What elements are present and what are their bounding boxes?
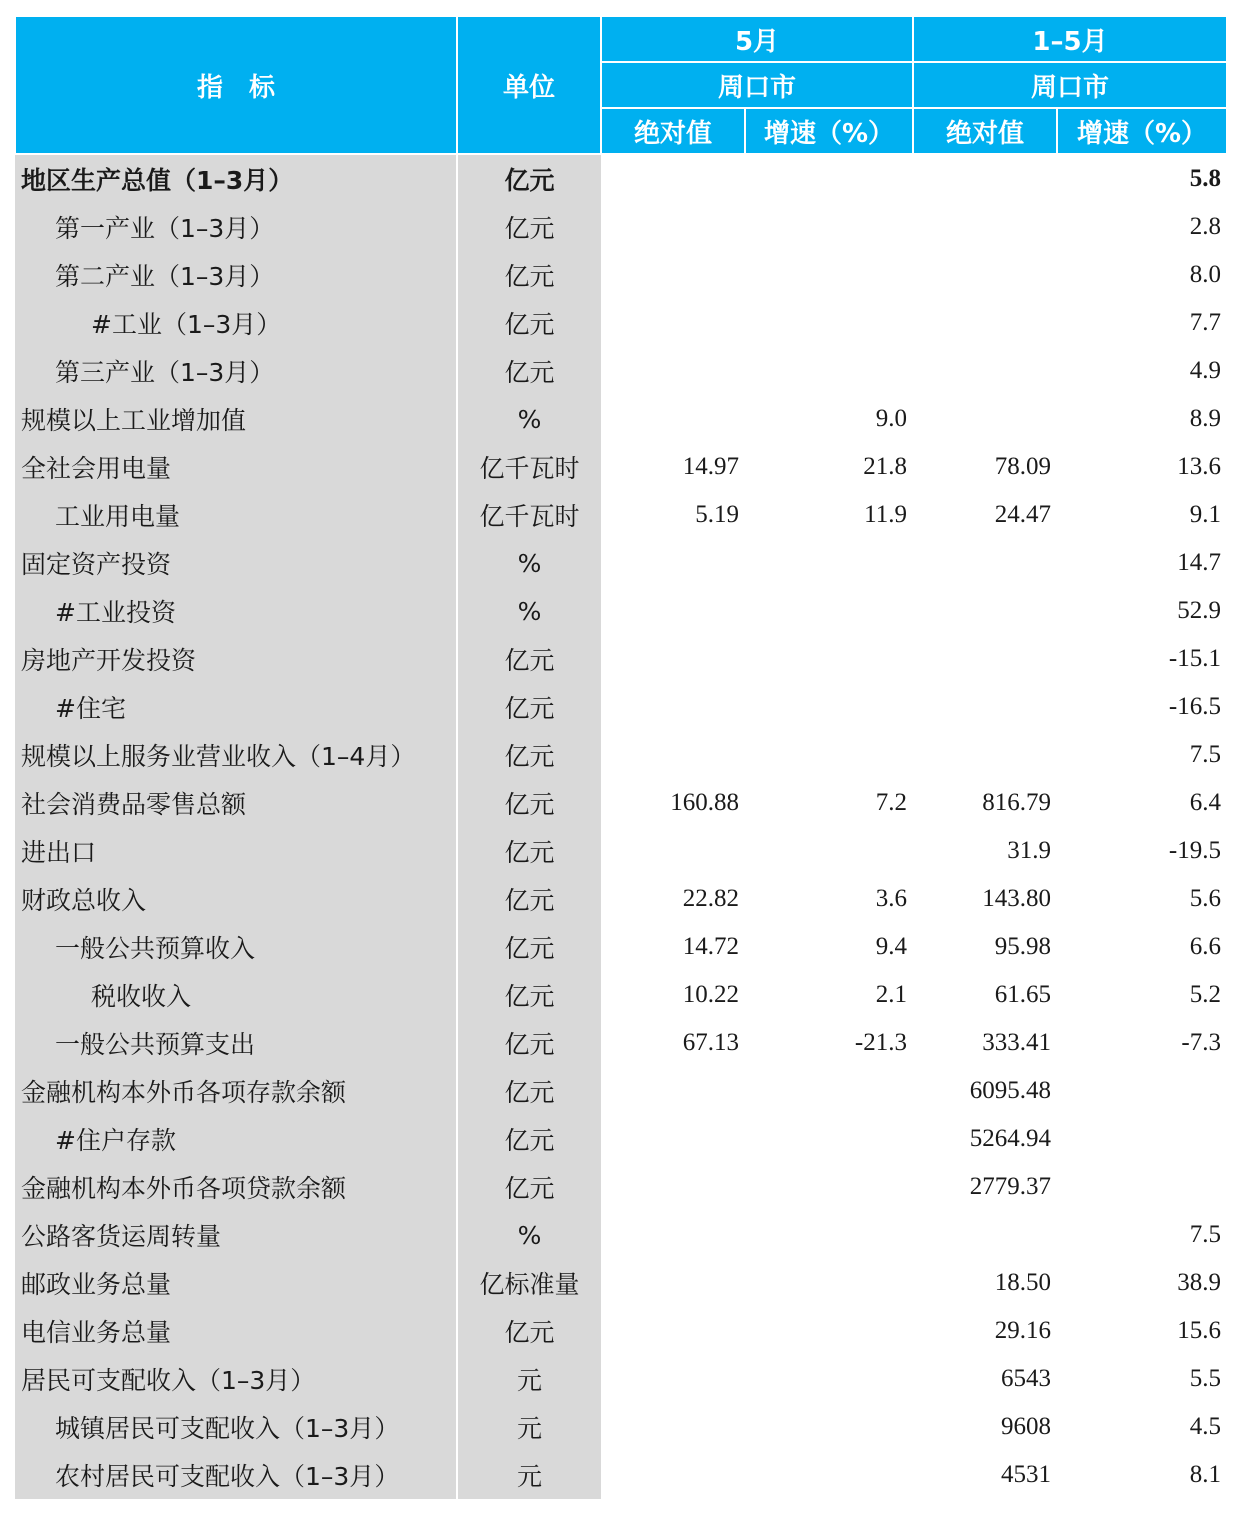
row-name: 第三产业（1–3月） (15, 347, 457, 395)
row-abs-jan-may (913, 251, 1057, 299)
row-name: 公路客货运周转量 (15, 1211, 457, 1259)
row-unit: 亿元 (457, 299, 601, 347)
table-row (15, 731, 1227, 779)
header-growth-may: 增速（%） (745, 108, 913, 154)
table-row (15, 539, 1227, 587)
row-abs-may: 10.22 (682, 981, 739, 1008)
row-growth-jan-may: 5.5 (1189, 1365, 1221, 1392)
row-growth-jan-may: 7.7 (1189, 309, 1221, 336)
table-row (15, 1163, 1227, 1211)
row-name: 居民可支配收入（1–3月） (15, 1355, 457, 1403)
row-abs-may (601, 1307, 745, 1355)
row-growth-jan-may: 38.9 (1177, 1269, 1221, 1296)
row-growth-jan-may (1057, 1115, 1227, 1163)
row-unit: 亿元 (457, 154, 601, 203)
row-growth-may: -21.3 (854, 1029, 907, 1056)
row-growth-may (745, 1115, 913, 1163)
header-unit: 单位 (457, 16, 601, 154)
row-growth-may (745, 347, 913, 395)
row-unit: 元 (457, 1403, 601, 1451)
row-name: 城镇居民可支配收入（1–3月） (15, 1403, 457, 1451)
row-abs-may (601, 347, 745, 395)
row-unit: 亿元 (457, 203, 601, 251)
table-row (15, 491, 1227, 539)
row-growth-may (745, 1451, 913, 1499)
table-row (15, 1259, 1227, 1307)
row-growth-jan-may: 9.1 (1189, 501, 1221, 528)
row-unit: 亿元 (457, 875, 601, 923)
row-growth-jan-may (1057, 1067, 1227, 1115)
table-row (15, 251, 1227, 299)
row-growth-jan-may: 4.5 (1189, 1413, 1221, 1440)
row-growth-may: 3.6 (875, 885, 907, 912)
row-growth-may (745, 587, 913, 635)
row-name: 税收收入 (15, 971, 457, 1019)
header-period-jan-may: 1–5月 (913, 16, 1227, 62)
row-growth-jan-may: 6.4 (1189, 789, 1221, 816)
table-row (15, 779, 1227, 827)
row-growth-jan-may: 13.6 (1177, 453, 1221, 480)
row-abs-jan-may (913, 683, 1057, 731)
row-unit: 亿标准量 (457, 1259, 601, 1307)
row-abs-may: 5.19 (695, 501, 739, 528)
row-growth-may (745, 1355, 913, 1403)
row-unit: 亿千瓦时 (457, 443, 601, 491)
row-growth-may (745, 635, 913, 683)
row-name: 第一产业（1–3月） (15, 203, 457, 251)
table-row (15, 1019, 1227, 1067)
row-growth-jan-may: 52.9 (1177, 597, 1221, 624)
row-unit: 亿元 (457, 347, 601, 395)
row-growth-jan-may: 7.5 (1189, 1221, 1221, 1248)
row-growth-jan-may: 8.0 (1189, 261, 1221, 288)
row-abs-may (601, 251, 745, 299)
row-growth-jan-may: 5.6 (1189, 885, 1221, 912)
row-growth-may: 11.9 (864, 501, 907, 528)
row-unit: 亿元 (457, 1019, 601, 1067)
row-abs-jan-may: 333.41 (982, 1029, 1051, 1056)
table-row (15, 1211, 1227, 1259)
row-growth-may (745, 1067, 913, 1115)
table-row (15, 347, 1227, 395)
row-abs-may (601, 827, 745, 875)
row-unit: 亿元 (457, 1307, 601, 1355)
row-abs-jan-may: 18.50 (994, 1269, 1051, 1296)
table-row (15, 1451, 1227, 1499)
row-abs-jan-may (913, 395, 1057, 443)
row-abs-jan-may (913, 347, 1057, 395)
row-name: 固定资产投资 (15, 539, 457, 587)
row-growth-jan-may: -16.5 (1168, 693, 1221, 720)
row-name: #住宅 (15, 683, 457, 731)
row-unit: 亿元 (457, 683, 601, 731)
header-abs-may: 绝对值 (601, 108, 745, 154)
row-growth-jan-may: -15.1 (1168, 645, 1221, 672)
row-abs-may (601, 1259, 745, 1307)
header-period-may: 5月 (601, 16, 913, 62)
row-abs-jan-may: 95.98 (994, 933, 1051, 960)
table-row (15, 683, 1227, 731)
row-abs-jan-may: 24.47 (994, 501, 1051, 528)
row-unit: 亿元 (457, 1115, 601, 1163)
row-abs-may (601, 1211, 745, 1259)
row-growth-jan-may: 5.8 (1189, 165, 1221, 192)
row-abs-jan-may: 143.80 (982, 885, 1051, 912)
row-name: #工业投资 (15, 587, 457, 635)
row-growth-may (745, 1163, 913, 1211)
row-unit: 元 (457, 1355, 601, 1403)
row-abs-may (601, 203, 745, 251)
row-abs-jan-may: 816.79 (982, 789, 1051, 816)
row-unit: 亿元 (457, 923, 601, 971)
row-abs-jan-may (913, 587, 1057, 635)
row-name: 金融机构本外币各项存款余额 (15, 1067, 457, 1115)
row-abs-may (601, 1403, 745, 1451)
row-abs-jan-may: 31.9 (1007, 837, 1051, 864)
header-indicator: 指 标 (15, 16, 457, 154)
row-abs-jan-may: 9608 (1001, 1413, 1051, 1440)
table-row (15, 1307, 1227, 1355)
row-growth-may (745, 731, 913, 779)
row-abs-may (601, 731, 745, 779)
row-abs-jan-may: 6543 (1001, 1365, 1051, 1392)
row-abs-may: 22.82 (682, 885, 739, 912)
row-growth-may: 2.1 (875, 981, 907, 1008)
row-growth-jan-may: 6.6 (1189, 933, 1221, 960)
row-unit: 亿元 (457, 971, 601, 1019)
row-growth-may (745, 299, 913, 347)
row-abs-may (601, 539, 745, 587)
row-abs-may: 14.72 (682, 933, 739, 960)
row-growth-may: 21.8 (863, 453, 907, 480)
row-name: 农村居民可支配收入（1–3月） (15, 1451, 457, 1499)
row-abs-jan-may: 29.16 (994, 1317, 1051, 1344)
row-unit: % (457, 587, 601, 635)
row-growth-jan-may: -7.3 (1181, 1029, 1221, 1056)
row-name: 规模以上工业增加值 (15, 395, 457, 443)
row-unit: % (457, 539, 601, 587)
row-abs-jan-may: 78.09 (994, 453, 1051, 480)
row-abs-jan-may (913, 1211, 1057, 1259)
row-name: 全社会用电量 (15, 443, 457, 491)
row-unit: % (457, 395, 601, 443)
row-abs-may (601, 683, 745, 731)
row-growth-may (745, 154, 913, 203)
row-abs-jan-may: 2779.37 (969, 1173, 1051, 1200)
row-abs-jan-may: 61.65 (994, 981, 1051, 1008)
table-row (15, 1115, 1227, 1163)
row-growth-jan-may (1057, 1163, 1227, 1211)
row-unit: 亿元 (457, 1163, 601, 1211)
row-abs-may (601, 635, 745, 683)
table-row (15, 443, 1227, 491)
row-growth-may (745, 251, 913, 299)
row-name: 社会消费品零售总额 (15, 779, 457, 827)
row-name: 工业用电量 (15, 491, 457, 539)
table-row (15, 154, 1227, 203)
row-abs-may (601, 1115, 745, 1163)
row-growth-may (745, 683, 913, 731)
row-abs-may: 14.97 (682, 453, 739, 480)
statistics-table (14, 15, 1228, 1499)
table-row (15, 971, 1227, 1019)
row-abs-may (601, 395, 745, 443)
row-growth-may (745, 203, 913, 251)
table-row (15, 1403, 1227, 1451)
row-growth-may: 9.0 (875, 405, 907, 432)
row-growth-jan-may: 8.9 (1189, 405, 1221, 432)
row-growth-jan-may: 14.7 (1177, 549, 1221, 576)
row-abs-may (601, 1067, 745, 1115)
row-abs-jan-may (913, 731, 1057, 779)
row-growth-may: 7.2 (875, 789, 907, 816)
row-growth-may: 9.4 (875, 933, 907, 960)
table-row (15, 1355, 1227, 1403)
row-unit: 亿元 (457, 251, 601, 299)
row-abs-may (601, 1355, 745, 1403)
row-abs-jan-may (913, 154, 1057, 203)
row-growth-jan-may: 8.1 (1189, 1461, 1221, 1488)
row-unit: 亿元 (457, 635, 601, 683)
table-row (15, 1067, 1227, 1115)
row-name: 一般公共预算收入 (15, 923, 457, 971)
row-growth-may (745, 1403, 913, 1451)
row-abs-may (601, 1451, 745, 1499)
row-abs-may: 67.13 (682, 1029, 739, 1056)
row-name: 第二产业（1–3月） (15, 251, 457, 299)
table-row (15, 395, 1227, 443)
row-growth-may (745, 827, 913, 875)
row-abs-jan-may: 5264.94 (969, 1125, 1051, 1152)
row-name: #住户存款 (15, 1115, 457, 1163)
row-unit: 亿元 (457, 1067, 601, 1115)
row-growth-may (745, 1211, 913, 1259)
table-row (15, 203, 1227, 251)
row-name: 房地产开发投资 (15, 635, 457, 683)
row-abs-jan-may (913, 299, 1057, 347)
row-growth-may (745, 539, 913, 587)
row-name: 金融机构本外币各项贷款余额 (15, 1163, 457, 1211)
row-unit: % (457, 1211, 601, 1259)
row-growth-jan-may: 4.9 (1189, 357, 1221, 384)
row-unit: 元 (457, 1451, 601, 1499)
row-unit: 亿元 (457, 779, 601, 827)
row-name: 地区生产总值（1–3月） (15, 154, 457, 203)
row-growth-jan-may: 2.8 (1189, 213, 1221, 240)
table-row (15, 827, 1227, 875)
table-row (15, 923, 1227, 971)
table-row (15, 635, 1227, 683)
row-name: 规模以上服务业营业收入（1–4月） (15, 731, 457, 779)
row-abs-may (601, 587, 745, 635)
row-growth-may (745, 1259, 913, 1307)
row-name: 电信业务总量 (15, 1307, 457, 1355)
row-name: #工业（1–3月） (15, 299, 457, 347)
row-growth-may (745, 1307, 913, 1355)
row-abs-may (601, 299, 745, 347)
row-unit: 亿元 (457, 731, 601, 779)
row-abs-may (601, 1163, 745, 1211)
row-unit: 亿千瓦时 (457, 491, 601, 539)
row-growth-jan-may: 7.5 (1189, 741, 1221, 768)
row-abs-jan-may: 6095.48 (969, 1077, 1051, 1104)
row-abs-jan-may (913, 203, 1057, 251)
row-name: 一般公共预算支出 (15, 1019, 457, 1067)
table-header (15, 16, 1227, 154)
row-growth-jan-may: -19.5 (1168, 837, 1221, 864)
row-unit: 亿元 (457, 827, 601, 875)
table-body (15, 154, 1227, 1499)
row-abs-jan-may (913, 635, 1057, 683)
row-name: 邮政业务总量 (15, 1259, 457, 1307)
row-growth-jan-may: 15.6 (1177, 1317, 1221, 1344)
row-abs-jan-may (913, 539, 1057, 587)
row-name: 财政总收入 (15, 875, 457, 923)
row-abs-jan-may: 4531 (1001, 1461, 1051, 1488)
table-row (15, 875, 1227, 923)
table-row (15, 587, 1227, 635)
row-abs-may (601, 154, 745, 203)
row-name: 进出口 (15, 827, 457, 875)
header-growth-jan-may: 增速（%） (1057, 108, 1227, 154)
header-region-jan-may: 周口市 (913, 62, 1227, 108)
header-region-may: 周口市 (601, 62, 913, 108)
row-growth-jan-may: 5.2 (1189, 981, 1221, 1008)
header-abs-jan-may: 绝对值 (913, 108, 1057, 154)
table-row (15, 299, 1227, 347)
row-abs-may: 160.88 (670, 789, 739, 816)
